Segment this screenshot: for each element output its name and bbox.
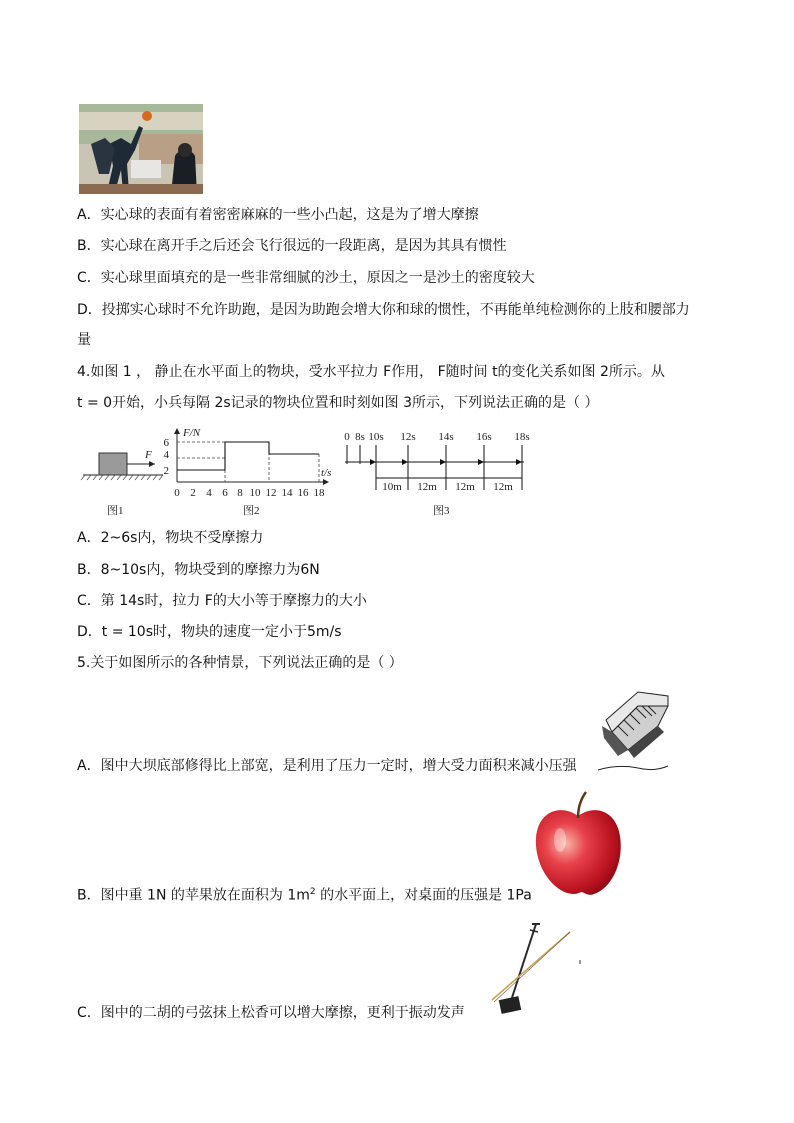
fig2-xtick-18: 18 bbox=[313, 487, 325, 499]
apple-illustration bbox=[532, 790, 624, 896]
q4-figures bbox=[77, 424, 537, 522]
fig3-time-16: 16s bbox=[476, 431, 492, 443]
shot-put-photo bbox=[79, 104, 203, 194]
fig2-xtick-6: 6 bbox=[222, 487, 228, 499]
fig3-time-12: 12s bbox=[400, 431, 416, 443]
fig2-xlabel: t/s bbox=[321, 467, 332, 479]
fig1-label: 图1 bbox=[107, 505, 124, 517]
fig3-dist-4: 12m bbox=[493, 481, 513, 493]
fig2-xtick-10: 10 bbox=[249, 487, 261, 499]
q4-option-b: B．8~10s内，物块受到的摩擦力为6N bbox=[77, 562, 320, 578]
q3-option-b: B．实心球在离开手之后还会飞行很远的一段距离，是因为其具有惯性 bbox=[77, 238, 507, 254]
fig3-dist-2: 12m bbox=[417, 481, 437, 493]
fig1-force-label: F bbox=[145, 449, 152, 461]
q5-stem: 5.关于如图所示的各种情景，下列说法正确的是（ ） bbox=[77, 655, 403, 671]
q3-option-d-cont: 量 bbox=[77, 332, 91, 348]
q3-option-d: D．投掷实心球时不允许助跑，是因为助跑会增大你和球的惯性，不再能单纯检测你的上肢和腰部力 bbox=[77, 302, 690, 318]
q5-option-c: C．图中的二胡的弓弦抹上松香可以增大摩擦，更利于振动发声 bbox=[77, 1005, 465, 1021]
q5-option-b bbox=[77, 882, 532, 906]
fig3-time-14: 14s bbox=[438, 431, 454, 443]
fig2-ytick-6: 6 bbox=[163, 437, 169, 449]
fig1-block-diagram bbox=[81, 449, 163, 517]
erhu-illustration bbox=[486, 920, 582, 1018]
fig2-xtick-8: 8 bbox=[237, 487, 243, 499]
q3-option-a: A．实心球的表面有着密密麻麻的一些小凸起，这是为了增大摩擦 bbox=[77, 207, 479, 223]
fig3-dist-3: 12m bbox=[455, 481, 475, 493]
q4-option-c: C．第 14s时，拉力 F的大小等于摩擦力的大小 bbox=[77, 593, 367, 609]
q4-option-d: D．t = 10s时，物块的速度一定小于5m/s bbox=[77, 624, 342, 640]
fig3-dist-1: 10m bbox=[382, 481, 402, 493]
fig2-xtick-12: 12 bbox=[265, 487, 277, 499]
fig2-xtick-4: 4 bbox=[206, 487, 212, 499]
fig3-label: 图3 bbox=[433, 505, 450, 517]
q5-option-b-sup: 2 bbox=[309, 887, 316, 897]
fig2-force-time-graph bbox=[164, 427, 332, 517]
fig2-ytick-2: 2 bbox=[163, 465, 169, 477]
fig3-time-8: 8s bbox=[355, 431, 365, 443]
q4-stem-line1: 4.如图 1 ， 静止在水平面上的物块，受水平拉力 F作用， F随时间 t的变化关系如图 2所示。从 bbox=[77, 364, 665, 380]
fig3-position-timeline bbox=[344, 431, 529, 517]
q4-option-a: A．2~6s内，物块不受摩擦力 bbox=[77, 530, 264, 546]
dam-illustration bbox=[598, 686, 672, 774]
q5-option-b-pre: B．图中重 1N 的苹果放在面积为 1m bbox=[77, 887, 310, 904]
fig3-time-18: 18s bbox=[514, 431, 530, 443]
fig3-time-10: 10s bbox=[368, 431, 384, 443]
fig2-xtick-16: 16 bbox=[297, 487, 309, 499]
fig2-ylabel: F/N bbox=[183, 427, 201, 439]
q3-option-c: C．实心球里面填充的是一些非常细腻的沙土，原因之一是沙土的密度较大 bbox=[77, 270, 535, 286]
fig2-ytick-4: 4 bbox=[163, 449, 169, 461]
fig2-xtick-0: 0 bbox=[174, 487, 180, 499]
fig3-time-0: 0 bbox=[344, 431, 350, 443]
q5-option-a: A．图中大坝底部修得比上部宽，是利用了压力一定时，增大受力面积来减小压强 bbox=[77, 758, 577, 774]
fig2-xtick-2: 2 bbox=[190, 487, 196, 499]
q4-stem-line2: t = 0开始，小兵每隔 2s记录的物块位置和时刻如图 3所示，下列说法正确的是（ ） bbox=[77, 395, 599, 411]
q5-option-b-post: 的水平面上，对桌面的压强是 1Pa bbox=[315, 887, 532, 904]
fig2-xtick-14: 14 bbox=[281, 487, 293, 499]
fig2-label: 图2 bbox=[243, 505, 260, 517]
